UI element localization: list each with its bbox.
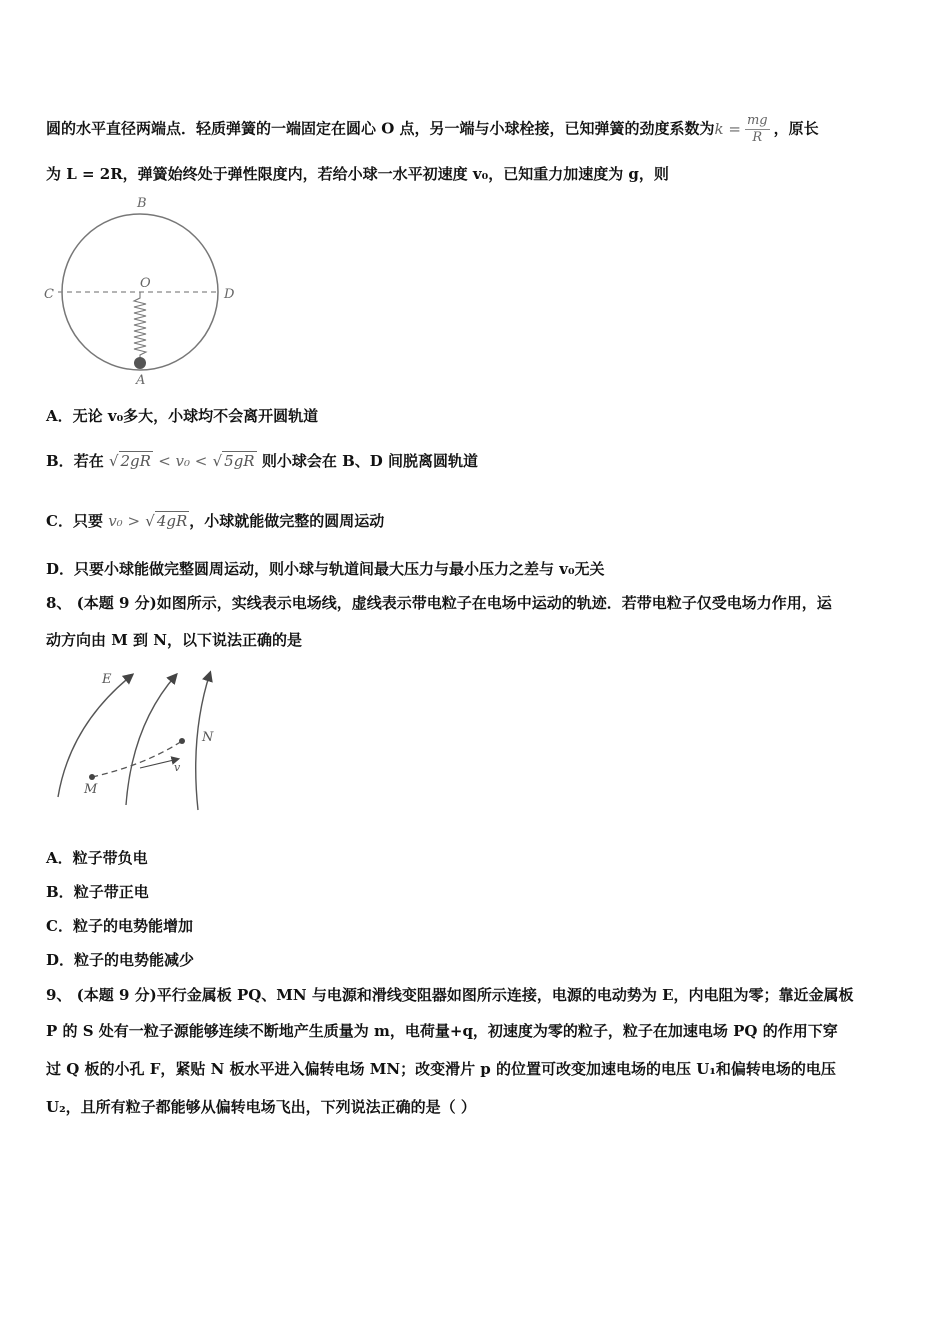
q9-line-1: 9、 (本题 9 分)平行金属板 PQ、MN 与电源和滑线变阻器如图所示连接，电源的电动势为 E，内电阻为零；靠近金属板 (46, 986, 854, 1004)
point-N (179, 738, 185, 744)
q7-option-a[interactable]: A．无论 v₀多大，小球均不会离开圆轨道 (46, 407, 319, 425)
q8-option-d[interactable]: D．粒子的电势能减少 (46, 951, 195, 969)
label-C: C (44, 287, 54, 302)
label-B: B (137, 196, 147, 211)
q7-intro-text-b: ，原长 (773, 119, 819, 138)
q9-line-4: U₂，且所有粒子都能够从偏转电场飞出，下列说法正确的是（ ） (46, 1098, 476, 1116)
field-line-1 (58, 675, 132, 797)
ball (134, 357, 146, 369)
q8-option-c[interactable]: C．粒子的电势能增加 (46, 917, 193, 935)
q9-line-3: 过 Q 板的小孔 F，紧贴 N 板水平进入偏转电场 MN；改变滑片 p 的位置可改变加速电场的电压 U₁和偏转电场的电压 (46, 1060, 836, 1078)
q7-intro-line-2: 为 L = 2R，弹簧始终处于弹性限度内，若给小球一水平初速度 v₀，已知重力加速度为 g，则 (46, 165, 669, 183)
label-D: D (224, 287, 235, 302)
label-O: O (140, 276, 151, 291)
q8-line-1: 8、 (本题 9 分)如图所示，实线表示电场线，虚线表示带电粒子在电场中运动的轨迹．若带电粒子仅受电场力作用，运 (46, 594, 832, 612)
spring (134, 292, 146, 358)
sqrt-2gR: √ 2gR (108, 452, 151, 470)
velocity-arrow (140, 759, 178, 768)
q8-option-b[interactable]: B．粒子带正电 (46, 883, 149, 901)
label-A: A (136, 373, 146, 388)
point-M (89, 774, 95, 780)
sqrt-5gR: √ 5gR (212, 452, 255, 470)
label-v: v (174, 761, 181, 774)
q7-intro-text-a: 圆的水平直径两端点．轻质弹簧的一端固定在圆心 O 点，另一端与小球栓接，已知弹簧的劲度系数为 (46, 119, 715, 138)
q7-option-c[interactable]: C．只要 v₀ > √ 4gR ，小球就能做完整的圆周运动 (46, 512, 385, 530)
q8-line-2: 动方向由 M 到 N，以下说法正确的是 (46, 631, 302, 649)
q8-option-a[interactable]: A．粒子带负电 (46, 849, 148, 867)
q7-circle-figure (40, 192, 250, 392)
q9-line-2: P 的 S 处有一粒子源能够连续不断地产生质量为 m，电荷量+q，初速度为零的粒子，粒子在加速电场 PQ 的作用下穿 (46, 1022, 838, 1040)
sqrt-4gR: √ 4gR (145, 512, 188, 530)
q7-option-d[interactable]: D．只要小球能做完整圆周运动，则小球与轨道间最大压力与最小压力之差与 v₀无关 (46, 560, 605, 578)
field-line-2 (126, 675, 176, 805)
label-N: N (202, 730, 214, 745)
q7-option-b[interactable]: B．若在 √ 2gR < v₀ < √ 5gR 则小球会在 B、D 间脱离圆轨道 (46, 452, 478, 470)
label-E: E (102, 672, 112, 687)
label-M: M (84, 782, 98, 797)
k-formula: k = $\frac{mg}{R}$ (714, 113, 768, 145)
q7-intro-line-1 (46, 113, 819, 146)
q8-field-figure (50, 665, 230, 815)
